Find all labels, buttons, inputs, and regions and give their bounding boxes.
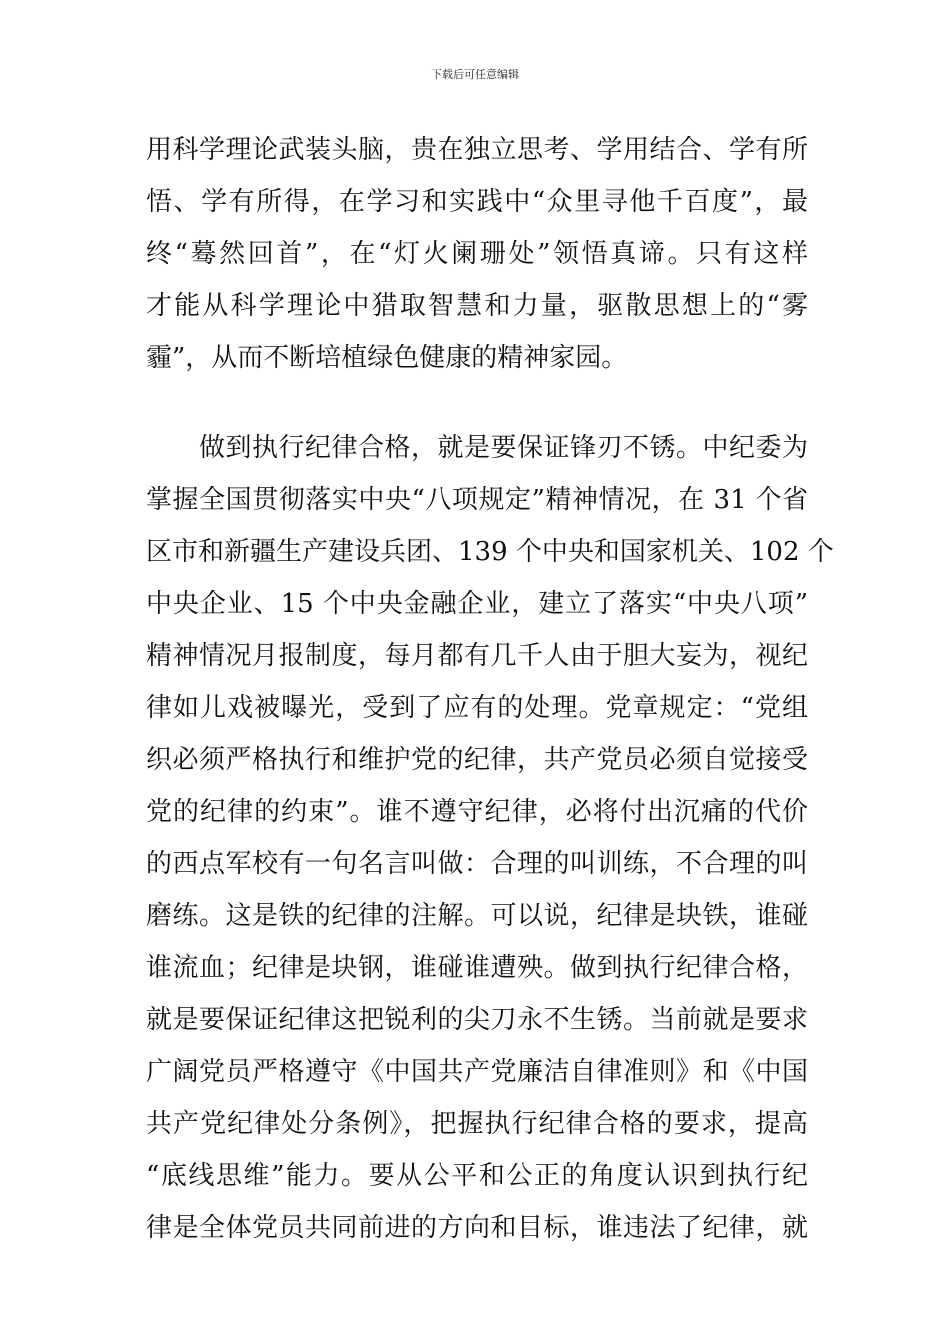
text-line: 广阔党员严格遵守《中国共产党廉洁自律准则》和《中国 [146, 1057, 808, 1087]
text-line: 的西点军校有一句名言叫做：合理的叫训练，不合理的叫 [146, 849, 808, 879]
text-line: 终“蓦然回首”，在“灯火阑珊处”领悟真谛。只有这样 [146, 239, 808, 269]
text-line: 才能从科学理论中猎取智慧和力量，驱散思想上的“雾 [146, 291, 808, 321]
text-line: 中央企业、15 个中央金融企业，建立了落实“中央八项” [146, 589, 808, 619]
text-line: 霾”，从而不断培植绿色健康的精神家园。 [146, 343, 628, 373]
text-line: 共产党纪律处分条例》，把握执行纪律合格的要求，提高 [146, 1109, 808, 1139]
paragraph-1 [146, 124, 808, 384]
text-line: 精神情况月报制度，每月都有几千人由于胆大妄为，视纪 [146, 641, 808, 671]
text-line: 律如儿戏被曝光，受到了应有的处理。党章规定：“党组 [146, 693, 808, 723]
text-line: 织必须严格执行和维护党的纪律，共产党员必须自觉接受 [146, 745, 808, 775]
header-note: 下载后可任意编辑 [431, 68, 519, 81]
text-line: 用科学理论武装头脑，贵在独立思考、学用结合、学有所 [146, 135, 808, 165]
text-line: 律是全体党员共同前进的方向和目标，谁违法了纪律，就 [146, 1213, 808, 1243]
paragraph-2 [146, 422, 834, 1254]
text-line: 党的纪律的约束”。谁不遵守纪律，必将付出沉痛的代价 [146, 797, 808, 827]
text-line: 做到执行纪律合格，就是要保证锋刃不锈。中纪委为 [146, 433, 808, 463]
text-line: 谁流血；纪律是块钢，谁碰谁遭殃。做到执行纪律合格， [146, 953, 808, 983]
text-line: 就是要保证纪律这把锐利的尖刀永不生锈。当前就是要求 [146, 1005, 808, 1035]
text-line: 区市和新疆生产建设兵团、139 个中央和国家机关、102 个 [146, 537, 834, 567]
text-line: 掌握全国贯彻落实中央“八项规定”精神情况，在 31 个省 [146, 485, 808, 515]
text-line: 磨练。这是铁的纪律的注解。可以说，纪律是块铁，谁碰 [146, 901, 808, 931]
text-line: 悟、学有所得，在学习和实践中“众里寻他千百度”，最 [146, 187, 808, 217]
text-line: “底线思维”能力。要从公平和公正的角度认识到执行纪 [146, 1161, 808, 1191]
